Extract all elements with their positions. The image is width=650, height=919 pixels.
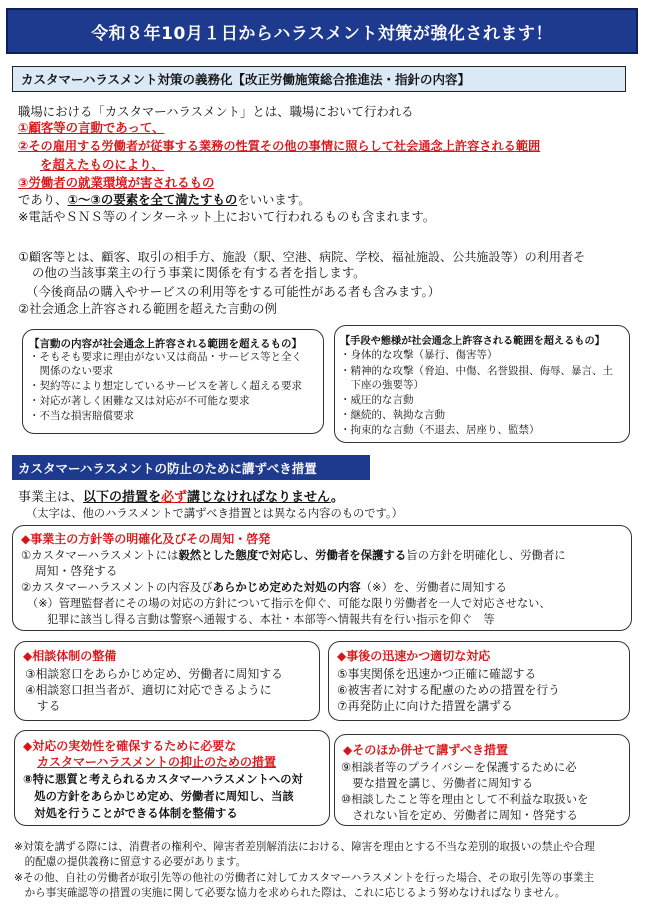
- measure-policy-heading: ◆事業主の方針等の明確化及びその周知・啓発: [21, 532, 271, 546]
- examples-manner-line: ・拘束的な言動（不退去、居座り、監禁）: [340, 424, 540, 436]
- note-internet: ※電話やＳＮＳ等のインターネット上において行われるものも含まれます。: [18, 209, 436, 224]
- section-heading-obligation-text: カスタマーハラスメント対策の義務化【改正労働施策総合推進法・指針の内容】: [21, 72, 471, 87]
- examples-manner-line: ・身体的な攻撃（暴行、傷害等）: [340, 349, 498, 361]
- measure-consultation-line: ④相談窓口担当者が、適切に対応できるように: [25, 683, 272, 697]
- footnote: ※その他、自社の労働者が取引先等の他社の労働者に対してカスタマーハラスメントを行った場合、その取引先等の事業主: [14, 872, 595, 884]
- examples-manner-line: ・精神的な攻撃（脅迫、中傷、名誉毀損、侮辱、暴言、土: [340, 365, 613, 377]
- m1-l1-post: 旨の方針を明確化し、労働者に: [406, 548, 566, 562]
- customer-definition-1c: （今後商品の購入やサービスの利用等をする可能性がある者も含みます。）: [26, 284, 441, 299]
- measure-response-line: ⑥被害者に対する配慮のための措置を行う: [337, 683, 560, 697]
- lead-must: 必ず: [161, 490, 188, 505]
- lead-underline-2: 講じなければなりません: [187, 490, 331, 505]
- measure-other-line: ⑩相談したこと等を理由として不利益な取扱いを: [341, 793, 589, 806]
- page-title: [6, 8, 638, 54]
- definition-condition-1: ①顧客等の言動であって、: [18, 120, 165, 135]
- examples-content-line: ・対応が著しく困難な又は対応が不可能な要求: [29, 395, 250, 407]
- measure-consultation-heading: ◆相談体制の整備: [23, 649, 117, 663]
- section-heading-measures-text: カスタマーハラスメントの防止のために講ずべき措置: [18, 460, 317, 476]
- examples-content-line: ・契約等により想定しているサービスを著しく超える要求: [29, 380, 302, 392]
- measure-consultation-box: [14, 641, 320, 721]
- measure-response-line: ⑦再発防止に向けた措置を講ずる: [337, 699, 513, 713]
- measure-deterrence-heading-2: カスタマーハラスメントの抑止のための措置: [37, 755, 277, 769]
- section-heading-measures: [12, 455, 370, 480]
- m1-l1-bold: 毅然とした態度で対応し、労働者を保護する: [178, 548, 407, 562]
- summary-pre: であり、: [18, 192, 68, 207]
- customer-definition-2: ②社会通念上許容される範囲を超えた言動の例: [18, 301, 277, 316]
- summary-post: をいいます。: [237, 192, 311, 207]
- examples-manner-box: [334, 325, 630, 443]
- examples-content-box: [22, 329, 324, 434]
- measure-policy-line-4: （※）管理監督者にその場の対応の方針について指示を仰ぐ、可能な限り労働者を一人で対応させない、: [27, 597, 551, 610]
- measure-deterrence-heading-1: ◆対応の実効性を確保するために必要な: [23, 739, 237, 753]
- measure-deterrence-line: ⑧特に悪質と考えられるカスタマーハラスメントへの対: [23, 773, 303, 786]
- measure-response-box: [328, 641, 630, 721]
- measure-other-box: [334, 734, 630, 826]
- examples-content-line: ・不当な損害賠償要求: [29, 410, 134, 422]
- footnote: 的配慮の提供義務に留意する必要があります。: [14, 856, 247, 868]
- examples-manner-line: ・継続的、執拗な言動: [340, 409, 445, 421]
- measure-other-heading: ◆そのほか併せて講ずべき措置: [343, 743, 508, 757]
- page-title-text: 令和８年10月１日からハラスメント対策が強化されます！: [91, 23, 553, 44]
- footnote: ※対策を講ずる際には、消費者の権利や、障害者差別解消法における、障害を理由とする不当な差別的取扱いの禁止や合理: [14, 841, 595, 853]
- m1-l3-bold: あらかじめ定めた対処の内容: [212, 580, 361, 594]
- examples-manner-line: ・威圧的な言動: [340, 394, 414, 406]
- definition-condition-3: ③労働者の就業環境が害されるもの: [18, 175, 215, 190]
- examples-content-line: 関係のない要求: [29, 365, 113, 377]
- measure-response-line: ⑤事実関係を迅速かつ正確に確認する: [337, 667, 537, 681]
- measure-policy-line-3: [21, 580, 507, 595]
- definition-condition-2a: ②その雇用する労働者が従事する業務の性質その他の事情に照らして社会通念上許容される範囲: [18, 139, 541, 153]
- measure-response-heading: ◆事後の迅速かつ適切な対応: [337, 649, 491, 663]
- measure-other-line: 要な措置を講じ、労働者に周知する: [341, 777, 534, 790]
- measure-policy-line-2: 周知・啓発する: [35, 564, 118, 578]
- lead-post: 。: [330, 490, 344, 505]
- definition-intro: 職場における「カスタマーハラスメント」とは、職場において行われる: [18, 104, 414, 119]
- lead-underline-1: 以下の措置を: [83, 490, 162, 505]
- measure-consultation-line: する: [25, 699, 61, 713]
- examples-content-heading: 【言動の内容が社会通念上許容される範囲を超えるもの】: [29, 338, 302, 350]
- measures-lead-note: （太字は、他のハラスメントで講ずべき措置とは異なる内容のものです。）: [26, 507, 403, 520]
- measure-consultation-line: ③相談窓口をあらかじめ定め、労働者に周知する: [25, 667, 283, 681]
- measures-lead: [18, 490, 344, 506]
- m1-l3-pre: ②カスタマーハラスメントの内容及び: [21, 580, 213, 594]
- footnote: から事実確認等の措置の実施に関して必要な協力を求められた際は、これに応じるよう努めなければなりません。: [14, 887, 566, 899]
- measure-other-line: ⑨相談者等のプライバシーを保護するために必: [341, 761, 577, 774]
- section-heading-obligation: [12, 66, 626, 92]
- customer-definition-1a: ①顧客等とは、顧客、取引の相手方、施設（駅、空港、病院、学校、福祉施設、公共施設等）の利用者そ: [18, 250, 586, 264]
- customer-definition-1b: の他の当該事業主の行う事業に関係を有する者を指します。: [32, 265, 366, 280]
- measure-deterrence-line: 対処を行うことができる体制を整備する: [23, 807, 238, 820]
- examples-manner-heading: 【手段や態様が社会通念上許容される範囲を超えるもの】: [340, 336, 605, 347]
- lead-pre: 事業主は、: [18, 490, 84, 505]
- definition-summary: [18, 192, 311, 208]
- definition-condition-2b: を超えたものにより、: [40, 157, 164, 172]
- measure-policy-line-1: [21, 548, 566, 563]
- m1-l3-post: （※）を、労働者に周知する: [360, 580, 507, 594]
- measure-deterrence-box: [14, 730, 330, 826]
- measure-policy-box: [12, 525, 632, 631]
- m1-l1-pre: ①カスタマーハラスメントには: [21, 548, 179, 562]
- examples-content-line: ・そもそも要求に理由がない又は商品・サービス等と全く: [29, 351, 302, 363]
- measure-other-line: されない旨を定め、労働者に周知・啓発する: [341, 809, 578, 822]
- examples-manner-line: 下座の強要等）: [340, 379, 424, 391]
- measure-policy-line-5: 犯罪に該当し得る言動は警察へ通報する、本社・本部等へ情報共有を行い指示を仰ぐ 等: [47, 613, 495, 626]
- summary-bold: ①～③の要素を全て満たすもの: [67, 192, 238, 207]
- measure-deterrence-line: 処の方針をあらかじめ定め、労働者に周知し、当該: [23, 790, 294, 803]
